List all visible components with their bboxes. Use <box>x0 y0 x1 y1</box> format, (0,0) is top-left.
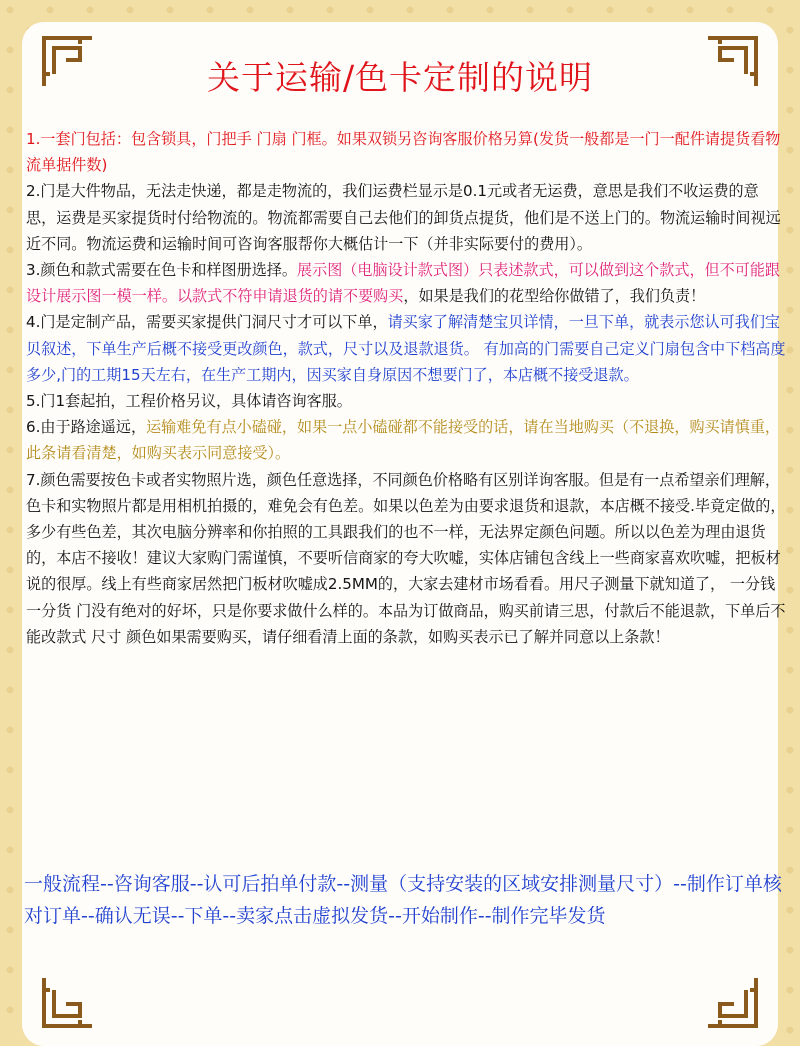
term-item-5 <box>26 388 786 414</box>
term-text: 4.门是定制产品，需要买家提供门洞尺寸才可以下单， <box>26 313 388 332</box>
term-text: 6.由于路途遥远， <box>26 418 147 437</box>
term-text: 2.门是大件物品，无法走快递，都是走物流的，我们运费栏显示是0.1元或者无运费，意思是我们不收运费的意思，运费是买家提货时付给物流的。物流都需要自己去他们的卸货点提货，他们是不送上门的。物流运输时间视远近不同。物流运费和运输时间可咨询客服帮你大概估计一下（并非实际要付的费用）。 <box>26 182 781 253</box>
term-item-4 <box>26 309 786 388</box>
term-highlight: 运输难免有点小磕碰，如果一点小磕碰都不能接受的话，请在当地购买（不退换，购买请慎重，此条请看清楚，如购买表示同意接受）。 <box>26 418 781 463</box>
term-item-7 <box>26 467 786 650</box>
term-text: 7.颜色需要按色卡或者实物照片选，颜色任意选择，不同颜色价格略有区别详询客服。但是有一点希望亲们理解，色卡和实物照片都是用相机拍摄的，难免会有色差。如果以色差为由要求退货和退款，本店概不接受.毕竟定做的，多少有些色差，其次电脑分辨率和你拍照的工具跟我们的也不一样，无法界定颜色问题。所以以色差为理由退货的，本店不接收！建议大家购门需谨慎，不要听信商家的夸大吹嘘，实体店铺包含线上一些商家喜欢吹嘘，把板材说的很厚。线上有些商家居然把门板材吹嘘成2.5MM的，大家去建材市场看看。用尺子测量下就知道了， 一分钱一分货 门没有绝对的好坏，只是你要求做什么样的。本品为订做商品，购买前请三思，付款后不能退款，下单后不能改款式 尺寸 颜色如果需要购买，请仔细看清上面的条款，如购买表示已了解并同意以上条款！ <box>26 470 786 646</box>
process-flow: 一般流程--咨询客服--认可后拍单付款--测量（支持安装的区域安排测量尺寸）--制作订单核对订单--确认无误--下单--卖家点击虚拟发货--开始制作--制作完毕发货 <box>24 873 782 927</box>
terms-list <box>26 126 786 650</box>
term-text: 1.一套门包括：包含锁具，门把手 门扇 门框。如果双锁另咨询客服价格另算(发货一般都是一门一配件请提货看物流单据件数) <box>26 130 781 175</box>
term-item-2 <box>26 178 786 257</box>
fret-corner-icon <box>40 976 94 1030</box>
term-text: 5.门1套起拍，工程价格另议，具体请咨询客服。 <box>26 392 352 411</box>
term-item-1 <box>26 126 786 178</box>
term-item-6 <box>26 414 786 466</box>
term-text: ，如果是我们的花型给你做错了，我们负责！ <box>403 287 706 306</box>
term-highlight: 请买家了解清楚宝贝详情，一旦下单，就表示您认可我们宝贝叙述，下单生产后概不接受更改颜色，款式，尺寸以及退款退货。 有加高的门需要自己定义门扇包含中下档高度多少,门的工期15天左右，在生产工期内，因买家自身原因不想要门了，本店概不接受退款。 <box>26 313 786 384</box>
term-text: 3.颜色和款式需要在色卡和样图册选择。 <box>26 261 297 280</box>
page-title: 关于运输/色卡定制的说明 <box>206 58 594 97</box>
fret-corner-icon <box>706 976 760 1030</box>
term-highlight: 展示图（电脑设计款式图）只表述款式，可以做到这个款式，但不可能跟设计展示图一模一样。以款式不符申请退货的请不要购买 <box>26 261 781 306</box>
term-item-3 <box>26 257 786 309</box>
